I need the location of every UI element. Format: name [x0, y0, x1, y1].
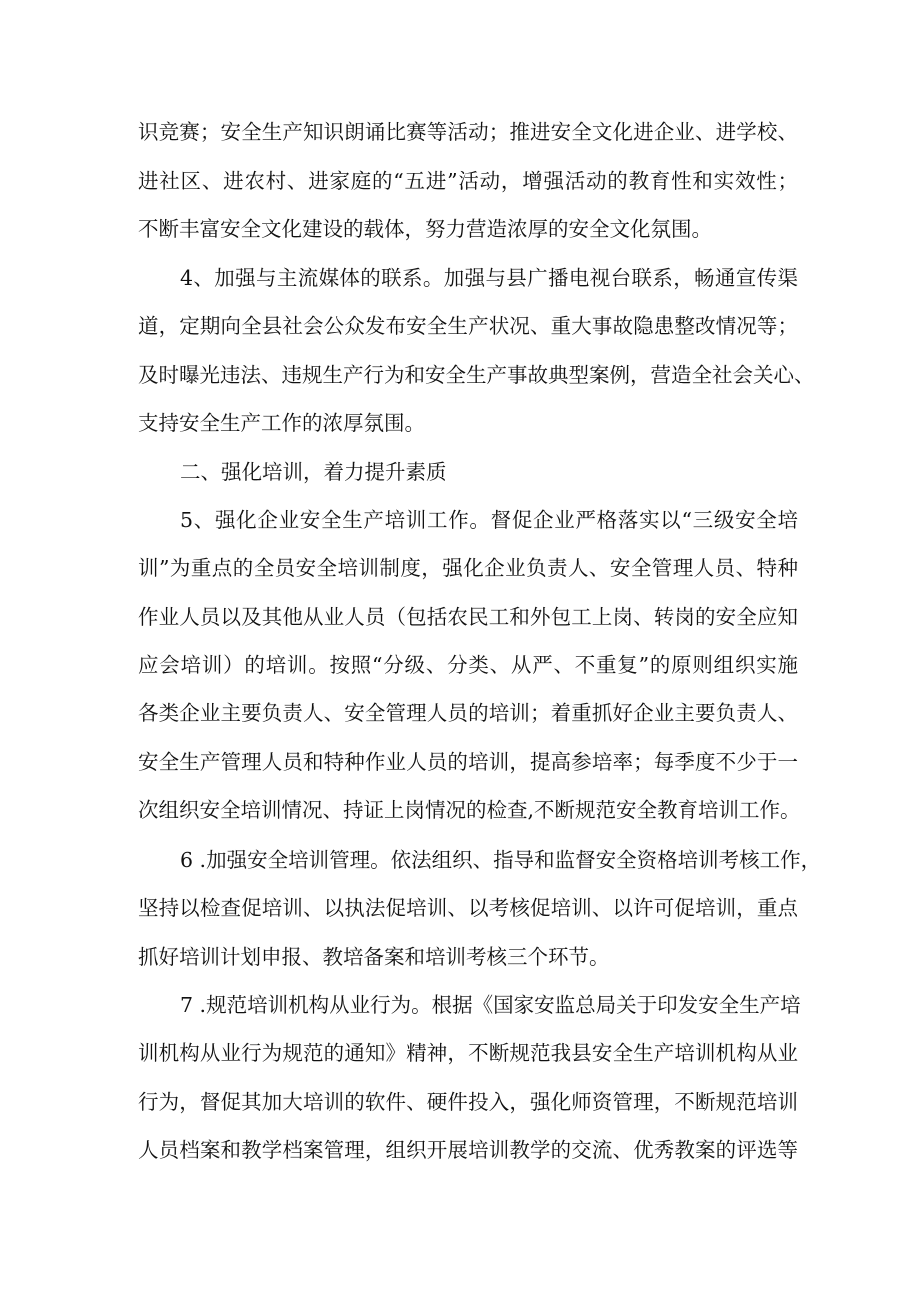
- section-heading: 二、强化培训，着力提升素质: [180, 460, 447, 484]
- text-line: 支持安全生产工作的浓厚氛围。: [138, 411, 425, 435]
- text-line: 抓好培训计划申报、教培备案和培训考核三个环节。: [138, 945, 610, 969]
- paragraph-7-start: 7 .规范培训机构从业行为。根据《国家安监总局关于印发安全生产培: [180, 993, 801, 1017]
- text-line: 安全生产管理人员和特种作业人员的培训，提高参培率；每季度不少于一: [138, 750, 798, 774]
- text-line: 作业人员以及其他从业人员（包括农民工和外包工上岗、转岗的安全应知: [138, 605, 798, 629]
- text-line: 应会培训）的培训。按照“分级、分类、从严、不重复”的原则组织实施: [138, 653, 798, 677]
- text-line: 道，定期向全县社会公众发布安全生产状况、重大事故隐患整改情况等；: [138, 314, 798, 338]
- text-line: 进社区、进农村、进家庭的“五进”活动，增强活动的教育性和实效性；: [138, 169, 798, 193]
- text-line: 不断丰富安全文化建设的载体，努力营造浓厚的安全文化氛围。: [138, 217, 712, 241]
- text-line: 训机构从业行为规范的通知》精神，不断规范我县安全生产培训机构从业: [138, 1041, 798, 1065]
- text-line: 次组织安全培训情况、持证上岗情况的检查,不断规范安全教育培训工作。: [138, 798, 801, 822]
- text-line: 人员档案和教学档案管理，组织开展培训教学的交流、优秀教案的评选等: [138, 1138, 798, 1162]
- paragraph-6-start: 6 .加强安全培训管理。依法组织、指导和监督安全资格培训考核工作，: [180, 848, 822, 872]
- text-line: 识竞赛；安全生产知识朗诵比赛等活动；推进安全文化进企业、进学校、: [138, 120, 798, 144]
- text-line: 及时曝光违法、违规生产行为和安全生产事故典型案例，营造全社会关心、: [138, 363, 815, 387]
- paragraph-5-start: 5、强化企业安全生产培训工作。督促企业严格落实以“三级安全培: [180, 508, 798, 532]
- text-line: 训”为重点的全员安全培训制度，强化企业负责人、安全管理人员、特种: [138, 556, 798, 580]
- text-line: 行为，督促其加大培训的软件、硬件投入，强化师资管理，不断规范培训: [138, 1090, 798, 1114]
- text-line: 各类企业主要负责人、安全管理人员的培训；着重抓好企业主要负责人、: [138, 701, 798, 725]
- text-line: 坚持以检查促培训、以执法促培训、以考核促培训、以许可促培训，重点: [138, 896, 798, 920]
- paragraph-4-start: 4、加强与主流媒体的联系。加强与县广播电视台联系，畅通宣传渠: [180, 266, 798, 290]
